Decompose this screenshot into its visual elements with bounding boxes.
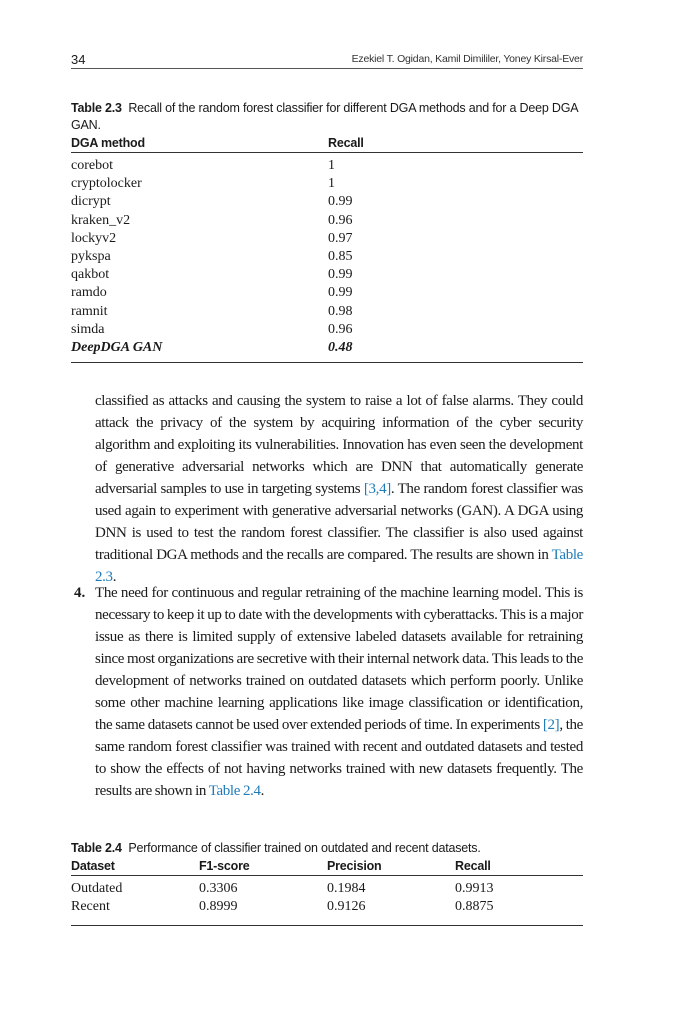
running-authors: Ezekiel T. Ogidan, Kamil Dimililer, Yoney Kirsal-Ever [351, 53, 583, 65]
column-header: Recall [455, 859, 491, 873]
table-2-4-caption-text: Performance of classifier trained on outdated and recent datasets. [128, 841, 481, 855]
table-header-row [71, 134, 583, 153]
table-cell: qakbot [71, 267, 110, 283]
table-row [71, 284, 583, 302]
table-cell: ramdo [71, 285, 107, 301]
table-cell: 0.8999 [199, 899, 238, 915]
table-2-3-bottom-rule [71, 362, 583, 363]
table-cell: Recent [71, 899, 110, 915]
table-cell: corebot [71, 158, 113, 174]
table-row [71, 248, 583, 266]
table-2-4-caption [71, 840, 583, 857]
table-2-3-caption-text: Recall of the random forest classifier for different DGA methods and for a Deep DGA GAN. [71, 101, 578, 132]
list-item-number: 4. [74, 585, 86, 601]
text-run: The need for continuous and regular retraining of the machine learning model. This is necessary to keep it up to date with the developments with cyberattacks. This is a major issue as there is limited supply of extensive labeled datasets available for retraining since most organizations are secretive with their internal network data. This leads to the development of networks trained on outdated datasets which perform poorly. Unlike some other machine learning applications like image classification or identification, the same datasets cannot be used over extended periods of time. In experiments [95, 585, 583, 733]
table-cell: Outdated [71, 881, 123, 897]
table-cell: 0.1984 [327, 881, 366, 897]
table-cell: 0.85 [328, 249, 353, 265]
column-header: Precision [327, 859, 382, 873]
table-row [71, 212, 583, 230]
table-cell: 0.9126 [327, 899, 366, 915]
table-cell: 0.99 [328, 285, 353, 301]
table-cell: 1 [328, 158, 335, 174]
table-row [71, 303, 583, 321]
table-row-highlight [71, 339, 583, 357]
table-2-3-caption [71, 100, 583, 134]
table-cell: kraken_v2 [71, 212, 131, 228]
table-2-3 [71, 134, 583, 357]
table-cell: cryptolocker [71, 176, 142, 192]
text-run: , the same random forest classifier was trained with recent and outdated datasets and tested to show the effects of not having networks trained with new datasets frequently. The results are shown in [95, 717, 583, 799]
table-2-3-label: Table 2.3 [71, 101, 122, 115]
table-row [71, 898, 583, 916]
text-run: . [260, 783, 265, 799]
table-cell: lockyv2 [71, 230, 117, 246]
table-cell: simda [71, 321, 105, 337]
table-cell: 0.97 [328, 230, 353, 246]
table-cell: 0.96 [328, 321, 353, 337]
table-cell: 0.99 [328, 194, 353, 210]
table-cell: 0.8875 [455, 899, 494, 915]
column-header: Recall [328, 136, 364, 150]
table-cell: dicrypt [71, 194, 111, 210]
table-cell: 0.3306 [199, 881, 238, 897]
table-cell: 0.96 [328, 212, 353, 228]
table-cell: 0.9913 [455, 881, 494, 897]
table-row [71, 321, 583, 339]
table-row [71, 153, 583, 176]
citation-link[interactable]: [3,4] [363, 481, 391, 497]
table-reference-link[interactable]: Table 2.3 [95, 547, 583, 585]
paragraph-continuation [95, 390, 583, 588]
table-2-4-label: Table 2.4 [71, 841, 122, 855]
table-row [71, 193, 583, 211]
column-header: Dataset [71, 859, 115, 873]
column-header: DGA method [71, 136, 145, 150]
table-2-4-bottom-rule [71, 925, 583, 926]
header-rule [71, 68, 583, 69]
list-item-4 [95, 582, 583, 802]
table-cell: DeepDGA GAN [71, 339, 163, 355]
table-row [71, 876, 583, 899]
text-run: classified as attacks and causing the system to raise a lot of false alarms. They could attack the privacy of the system by acquiring information of the cyber security algorithm and exploiting its vulnerabilities. Innovation has even seen the development of generative adversarial networks which are DNN that automatically generate adversarial samples to use in targeting systems [95, 393, 583, 497]
table-cell: 0.99 [328, 267, 353, 283]
table-cell: 1 [328, 176, 335, 192]
table-row [71, 266, 583, 284]
column-header: F1-score [199, 859, 250, 873]
table-cell: 0.98 [328, 303, 353, 319]
table-2-4 [71, 857, 583, 916]
table-row [71, 175, 583, 193]
page-number: 34 [71, 52, 86, 67]
citation-link[interactable]: [2] [542, 717, 560, 733]
table-reference-link[interactable]: Table 2.4 [208, 783, 261, 799]
text-run: . [112, 569, 117, 585]
table-row [71, 230, 583, 248]
table-cell: ramnit [71, 303, 108, 319]
table-header-row [71, 857, 583, 876]
table-cell: pykspa [71, 249, 111, 265]
table-cell: 0.48 [328, 339, 353, 355]
text-run: . The random forest classifier was used again to experiment with generative adversarial networks (GAN). A DGA using DNN is used to test the random forest classifier. The classifier is also used against traditional DGA methods and the recalls are compared. The results are shown in [95, 481, 584, 563]
